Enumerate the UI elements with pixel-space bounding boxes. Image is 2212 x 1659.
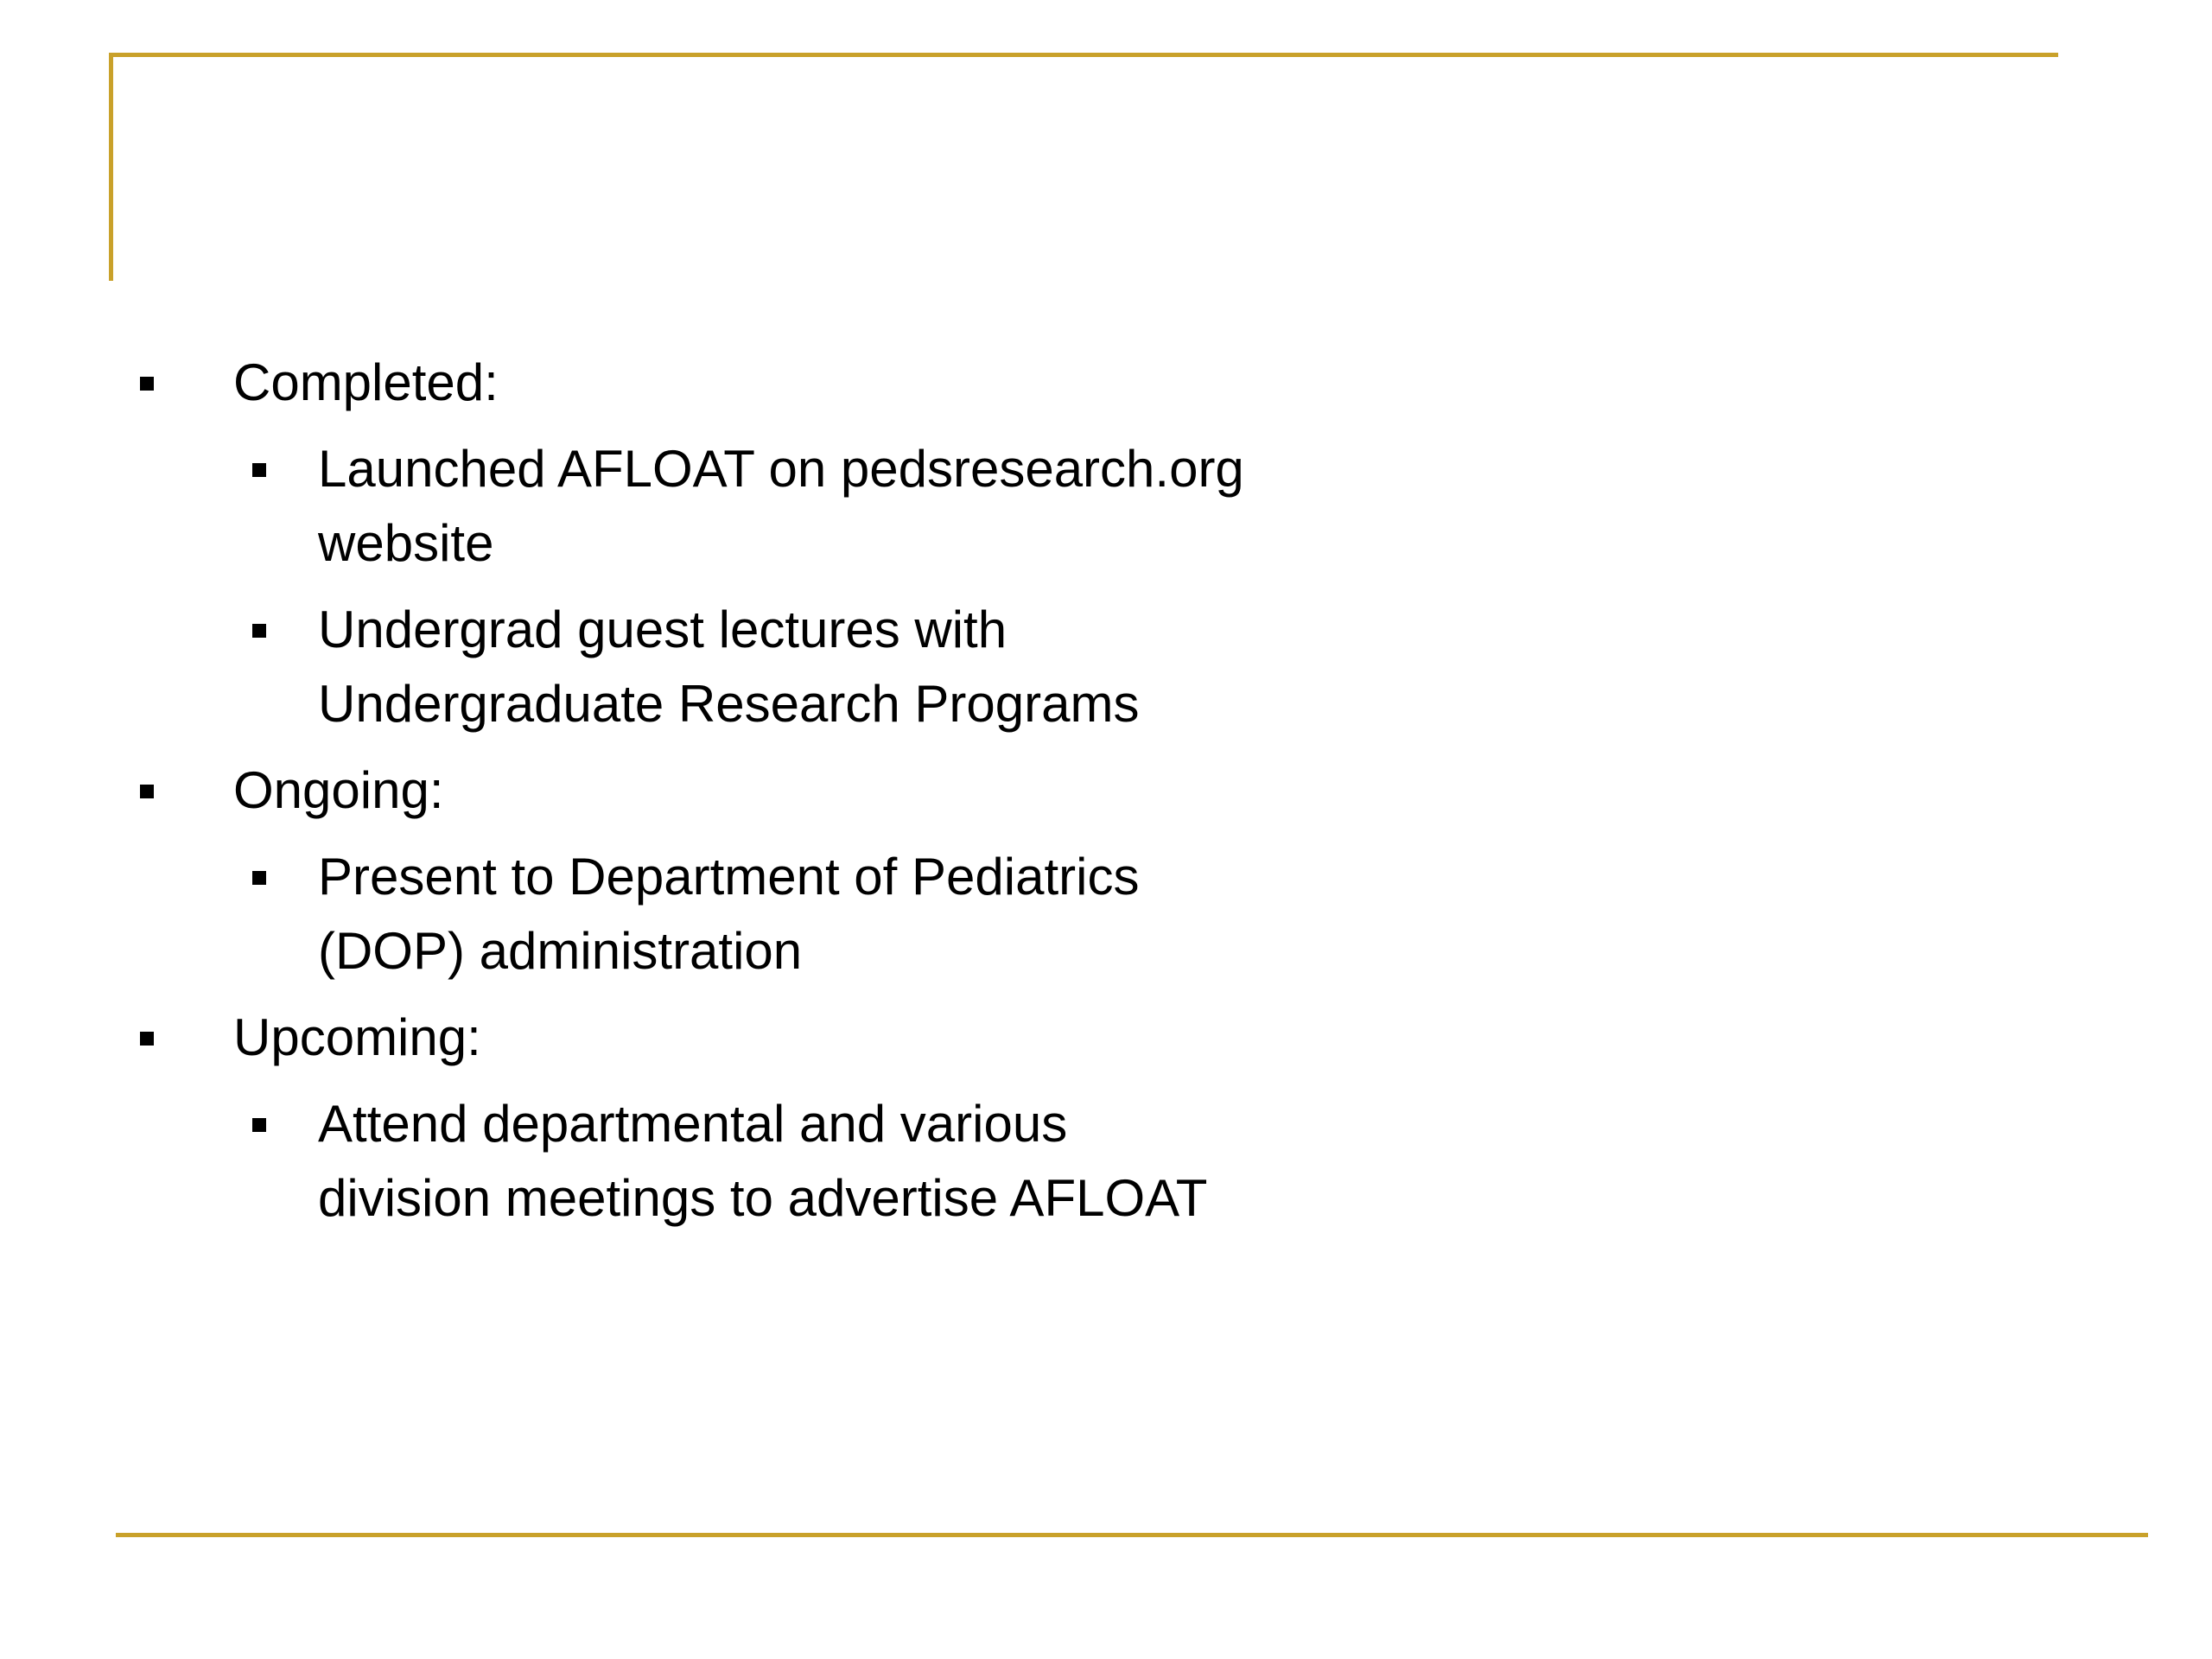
square-bullet-icon: [140, 785, 154, 798]
sub-list-item: [138, 593, 1251, 741]
list-item-completed: [138, 346, 1348, 420]
sub-list-item-text: Undergrad guest lectures with Undergraduate Research Programs: [318, 601, 1140, 733]
list-item-label: Completed:: [233, 353, 499, 411]
square-bullet-icon: [252, 463, 266, 477]
square-bullet-icon: [140, 1032, 154, 1046]
square-bullet-icon: [252, 871, 266, 885]
list-item-upcoming: [138, 1001, 1348, 1075]
sub-list-item-text: Launched AFLOAT on pedsresearch.org website: [318, 440, 1244, 572]
list-item-ongoing: [138, 753, 1348, 828]
square-bullet-icon: [252, 1118, 266, 1132]
list-item-label: Ongoing:: [233, 761, 444, 819]
square-bullet-icon: [140, 377, 154, 391]
sub-list-item-text: Attend departmental and various division meetings to advertise AFLOAT: [318, 1095, 1208, 1227]
footer-divider-line: [116, 1533, 2148, 1537]
slide-title: [138, 69, 2039, 259]
title-frame-top-line: [109, 53, 2058, 57]
bullet-list: [138, 346, 1348, 1248]
sub-list-item: [138, 432, 1251, 581]
title-frame-left-line: [109, 53, 113, 281]
sub-list-item: [138, 1087, 1251, 1236]
list-item-label: Upcoming:: [233, 1008, 481, 1066]
sub-list-item-text: Present to Department of Pediatrics (DOP) administration: [318, 848, 1140, 980]
square-bullet-icon: [252, 624, 266, 638]
sub-list-item: [138, 840, 1251, 988]
